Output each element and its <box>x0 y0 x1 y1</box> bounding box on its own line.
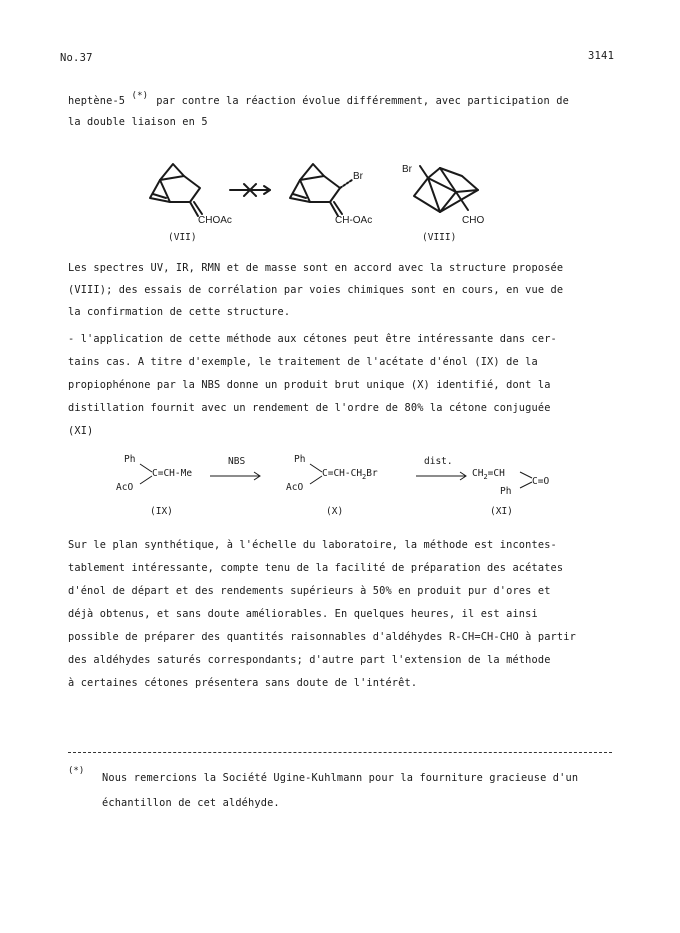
scheme-1-norbornene-reaction <box>140 150 520 250</box>
intermediate-bromo-text: Br <box>353 171 363 182</box>
compound-VII-structure <box>150 164 202 216</box>
footnote-ref-marker: (*) <box>131 91 149 101</box>
paragraph-4-line-1: Sur le plan synthétique, à l'échelle du laboratoire, la méthode est incontes- <box>68 539 557 551</box>
paragraph-4-line-7: à certaines cétones présentera sans doute de l'intérêt. <box>68 677 418 689</box>
p1-text-start: heptène-5 <box>68 95 132 107</box>
VIII-bromo-text: Br <box>402 164 412 175</box>
compound-bromo-intermediate-structure <box>290 164 352 216</box>
paragraph-3-line-5: (XI) <box>68 425 94 437</box>
compound-VIII-structure <box>414 166 478 212</box>
X-label: (X) <box>326 506 344 517</box>
reagent-dist: dist. <box>424 456 453 467</box>
IX-aco: AcO <box>116 482 134 493</box>
XI-label: (XI) <box>490 506 513 517</box>
footnote-line-1: Nous remercions la Société Ugine-Kuhlmann pour la fourniture gracieuse d'un <box>102 772 579 784</box>
VII-label: (VII) <box>168 232 197 243</box>
VII-substituent-text: CHOAc <box>198 215 232 226</box>
paragraph-4-line-6: des aldéhydes saturés correspondants; d'autre part l'extension de la méthode <box>68 654 551 666</box>
VIII-substituent-text: CHO <box>462 215 485 226</box>
paragraph-2-line-3: la confirmation de cette structure. <box>68 306 291 318</box>
paragraph-4-line-5: possible de préparer des quantités raisonnables d'aldéhydes R-CH=CH-CHO à partir <box>68 631 576 643</box>
paragraph-4-line-2: tablement intéressante, compte tenu de la facilité de préparation des acétates <box>68 562 564 574</box>
XI-carbonyl: C=O <box>532 476 550 487</box>
paragraph-4-line-4: déjà obtenus, et sans doute améliorables. En quelques heures, il est ainsi <box>68 608 538 620</box>
IX-chain: C=CH-Me <box>152 468 193 479</box>
paragraph-3-line-1: - l'application de cette méthode aux cétones peut être intéressante dans cer- <box>68 333 557 345</box>
page-journal-number: No.37 <box>60 52 93 64</box>
paragraph-3-line-4: distillation fournit avec un rendement de l'ordre de 80% la cétone conjuguée <box>68 402 551 414</box>
paragraph-2-line-1: Les spectres UV, IR, RMN et de masse sont en accord avec la structure proposée <box>68 262 564 274</box>
paragraph-3-line-2: tains cas. A titre d'exemple, le traitement de l'acétate d'énol (IX) de la <box>68 356 538 368</box>
page-number: 3141 <box>588 50 615 62</box>
X-chain: $C=CH-CH_2Br$ <box>322 468 378 481</box>
footnote-line-2: échantillon de cet aldéhyde. <box>102 797 280 809</box>
paragraph-4-line-3: d'énol de départ et des rendements supérieurs à 50% en produit pur d'ores et <box>68 585 551 597</box>
paragraph-2-line-2: (VIII); des essais de corrélation par voies chimiques sont en cours, en vue de <box>68 284 564 296</box>
paragraph-3-line-3: propiophénone par la NBS donne un produit brut unique (X) identifié, dont la <box>68 379 551 391</box>
scheme-2-propiophenone-reaction <box>100 448 580 528</box>
paragraph-1-line-1 <box>68 91 569 107</box>
paragraph-1-line-2: la double liaison en 5 <box>68 116 208 128</box>
p1-text-end: par contre la réaction évolue différemment, avec participation de <box>156 95 569 107</box>
blocked-reaction-arrow <box>230 184 270 196</box>
footnote-marker: (*) <box>68 766 85 776</box>
IX-label: (IX) <box>150 506 173 517</box>
XI-ch2: $CH_2=CH$ <box>472 468 505 481</box>
VIII-label: (VIII) <box>422 232 457 243</box>
intermediate-substituent-text: CH-OAc <box>335 215 373 226</box>
reagent-NBS: NBS <box>228 456 246 467</box>
X-ph: Ph <box>294 454 306 465</box>
footnote-separator <box>68 752 612 753</box>
IX-ph: Ph <box>124 454 136 465</box>
X-aco: AcO <box>286 482 304 493</box>
XI-ph: Ph <box>500 486 512 497</box>
